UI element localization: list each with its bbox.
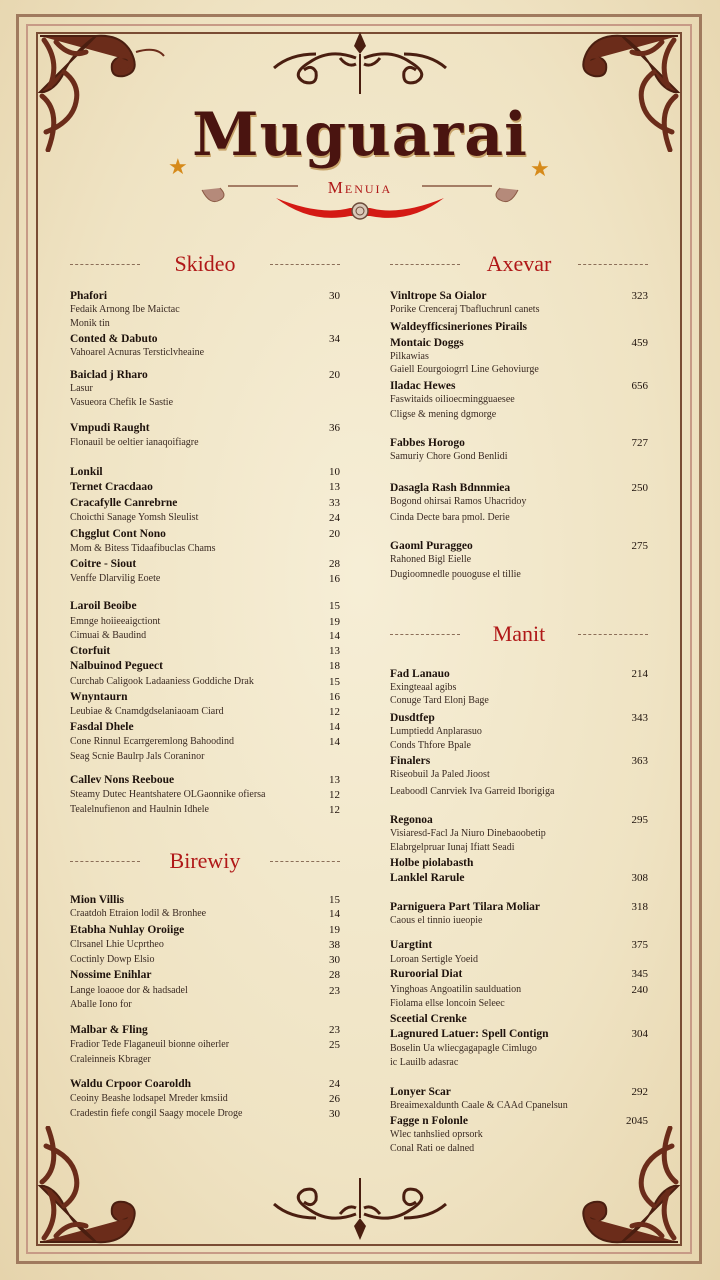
menu-item-row bbox=[70, 691, 340, 705]
menu-item-price: 16 bbox=[329, 691, 340, 703]
menu-item-description: Flonauil be oeltier ianaqoifiagre bbox=[70, 437, 199, 448]
menu-item-row bbox=[70, 1078, 340, 1092]
menu-item-price: 12 bbox=[329, 804, 340, 816]
menu-item-row bbox=[70, 969, 340, 983]
menu-item-row bbox=[390, 451, 648, 465]
menu-item-row bbox=[70, 736, 340, 750]
menu-item-row bbox=[70, 954, 340, 968]
menu-item-description: Cone Rinnul Ecarrgeremlong Bahoodind bbox=[70, 736, 234, 747]
menu-item-row bbox=[390, 939, 648, 953]
menu-item-description: Conuge Tard Elonj Bage bbox=[390, 695, 489, 706]
menu-item-name: Holbe piolabasth bbox=[390, 857, 474, 869]
menu-item-description: Porike Crenceraj Tbafluchrunl canets bbox=[390, 304, 540, 315]
menu-item-price: 214 bbox=[631, 668, 648, 680]
menu-item-price: 20 bbox=[329, 528, 340, 540]
menu-item-price: 13 bbox=[329, 774, 340, 786]
menu-item-row bbox=[390, 984, 648, 998]
menu-item-row bbox=[390, 1013, 648, 1027]
section-header bbox=[390, 621, 648, 647]
menu-item-row bbox=[70, 347, 340, 361]
menu-item-row bbox=[70, 573, 340, 587]
menu-item-row bbox=[70, 630, 340, 644]
menu-item-row bbox=[70, 774, 340, 788]
menu-item-name: Malbar & Fling bbox=[70, 1024, 148, 1036]
menu-item-row bbox=[70, 939, 340, 953]
menu-item-row bbox=[390, 1143, 648, 1157]
menu-item-description: Aballe Iono for bbox=[70, 999, 132, 1010]
menu-item-row bbox=[70, 616, 340, 630]
menu-item-name: Laroil Beoibe bbox=[70, 600, 137, 612]
menu-item-row bbox=[390, 755, 648, 769]
menu-item-price: 14 bbox=[329, 736, 340, 748]
menu-item-price: 375 bbox=[631, 939, 648, 951]
menu-item-name: Lanklel Rarule bbox=[390, 872, 465, 884]
menu-item-row bbox=[70, 660, 340, 674]
menu-item-description: ic Lauilb adasrac bbox=[390, 1057, 459, 1068]
section-title: Birewiy bbox=[169, 848, 241, 873]
menu-item-name: Waldu Crpoor Coaroldh bbox=[70, 1078, 191, 1090]
menu-item-row bbox=[390, 364, 648, 378]
menu-item-row bbox=[70, 894, 340, 908]
menu-item-row bbox=[70, 804, 340, 818]
menu-item-description: Conds Thfore Bpale bbox=[390, 740, 471, 751]
menu-item-row bbox=[70, 466, 340, 480]
menu-item-row bbox=[70, 999, 340, 1013]
menu-item-price: 14 bbox=[329, 908, 340, 920]
menu-item-row bbox=[390, 740, 648, 754]
menu-item-price: 240 bbox=[631, 984, 648, 996]
menu-item-row bbox=[390, 409, 648, 423]
menu-item-row bbox=[70, 481, 340, 495]
menu-item-description: Vasueora Chefik Ie Sastie bbox=[70, 397, 174, 408]
divider-line bbox=[390, 634, 460, 636]
menu-item-price: 20 bbox=[329, 369, 340, 381]
menu-item-row bbox=[70, 304, 340, 318]
menu-item-row bbox=[390, 726, 648, 740]
menu-item-price: 250 bbox=[631, 482, 648, 494]
menu-item-row bbox=[70, 985, 340, 999]
menu-item-price: 343 bbox=[631, 712, 648, 724]
menu-item-price: 10 bbox=[329, 466, 340, 478]
menu-item-row bbox=[70, 645, 340, 659]
menu-item-name: Nossime Enihlar bbox=[70, 969, 152, 981]
menu-item-description: Cinda Decte bara pmol. Derie bbox=[390, 512, 510, 523]
menu-item-description: Clrsanel Lhie Ucprtheo bbox=[70, 939, 164, 950]
menu-item-description: Dugioomnedle pouoguse el tillie bbox=[390, 569, 521, 580]
menu-item-row bbox=[390, 998, 648, 1012]
menu-item-description: Samuriy Chore Gond Benlidi bbox=[390, 451, 508, 462]
menu-item-description: Caous el tinnio iueopie bbox=[390, 915, 483, 926]
menu-item-price: 19 bbox=[329, 616, 340, 628]
menu-item-name: Baiclad j Rharo bbox=[70, 369, 148, 381]
menu-item-row bbox=[70, 543, 340, 557]
menu-item-description: Cradestin fiefe congil Saagy mocele Droge bbox=[70, 1108, 243, 1119]
menu-item-row bbox=[390, 842, 648, 856]
menu-item-name: Chgglut Cont Nono bbox=[70, 528, 166, 540]
menu-item-description: Cimuai & Baudind bbox=[70, 630, 147, 641]
menu-item-name: Nalbuinod Peguect bbox=[70, 660, 163, 672]
menu-item-price: 656 bbox=[631, 380, 648, 392]
menu-item-description: Pilkawias bbox=[390, 351, 429, 362]
menu-item-name: Fad Lanauo bbox=[390, 668, 450, 680]
menu-item-description: Curchab Caligook Ladaaniess Goddiche Drak bbox=[70, 676, 254, 687]
menu-item-price: 323 bbox=[631, 290, 648, 302]
menu-item-name: Callev Nons Reeboue bbox=[70, 774, 175, 786]
menu-item-price: 318 bbox=[631, 901, 648, 913]
menu-item-row bbox=[390, 1057, 648, 1071]
menu-item-description: Boselin Ua wliecgagapagle Cimlugo bbox=[390, 1043, 537, 1054]
menu-item-name: Iladac Hewes bbox=[390, 380, 456, 392]
menu-item-name: Phafori bbox=[70, 290, 108, 302]
menu-item-row bbox=[390, 695, 648, 709]
menu-item-row bbox=[70, 290, 340, 304]
menu-item-row bbox=[70, 924, 340, 938]
menu-item-row bbox=[390, 512, 648, 526]
menu-item-description: Riseobuil Ja Paled Jioost bbox=[390, 769, 490, 780]
menu-item-description: Mom & Bitess Tidaafibuclas Chams bbox=[70, 543, 216, 554]
menu-item-price: 15 bbox=[329, 600, 340, 612]
menu-item-name: Lonkil bbox=[70, 466, 103, 478]
menu-item-row bbox=[390, 304, 648, 318]
menu-item-name: Dasagla Rash Bdnnmiea bbox=[390, 482, 511, 494]
menu-item-name: Waldeyfficsineriones Pirails bbox=[390, 321, 528, 333]
menu-item-row bbox=[390, 437, 648, 451]
menu-item-row bbox=[390, 569, 648, 583]
menu-item-name: Conted & Dabuto bbox=[70, 333, 158, 345]
menu-item-row bbox=[390, 380, 648, 394]
menu-item-name: Lagnured Latuer: Spell Contign bbox=[390, 1028, 549, 1040]
menu-item-description: Leaboodl Canrviek Iva Garreid Iborigiga bbox=[390, 786, 555, 797]
menu-item-description: Lange loaooe dor & hadsadel bbox=[70, 985, 188, 996]
menu-item-name: Parniguera Part Tilara Moliar bbox=[390, 901, 541, 913]
menu-item-row bbox=[390, 337, 648, 351]
menu-item-row bbox=[390, 1115, 648, 1129]
menu-item-price: 28 bbox=[329, 558, 340, 570]
section-header bbox=[390, 251, 648, 277]
menu-item-row bbox=[390, 1043, 648, 1057]
menu-item-price: 23 bbox=[329, 985, 340, 997]
menu-item-row bbox=[390, 857, 648, 871]
divider-line bbox=[270, 861, 340, 863]
menu-item-description: Lumptiedd Anplarasuo bbox=[390, 726, 482, 737]
menu-column-left bbox=[70, 0, 340, 1280]
menu-item-row bbox=[390, 1086, 648, 1100]
star-icon: ★ bbox=[168, 154, 188, 179]
section-title: Axevar bbox=[486, 251, 552, 276]
menu-item-row bbox=[390, 968, 648, 982]
menu-item-row bbox=[390, 394, 648, 408]
menu-item-description: Craatdoh Etraion lodil & Bronhee bbox=[70, 908, 207, 919]
menu-item-description: Faswitaids oilioecmingguaesee bbox=[390, 394, 515, 405]
menu-item-description: Emnge hoiieeaigctiont bbox=[70, 616, 161, 627]
menu-item-price: 24 bbox=[329, 512, 340, 524]
menu-item-row bbox=[70, 497, 340, 511]
star-icon: ★ bbox=[530, 156, 550, 181]
menu-item-row bbox=[70, 721, 340, 735]
menu-item-description: Conal Rati oe dalned bbox=[390, 1143, 475, 1154]
menu-item-price: 12 bbox=[329, 706, 340, 718]
divider-line bbox=[270, 264, 340, 266]
menu-item-name: Vmpudi Raught bbox=[70, 422, 150, 434]
divider-line bbox=[390, 264, 460, 266]
menu-item-row bbox=[390, 321, 648, 335]
menu-item-price: 13 bbox=[329, 645, 340, 657]
menu-item-price: 34 bbox=[329, 333, 340, 345]
menu-subtitle: Menuia bbox=[327, 178, 393, 197]
menu-item-price: 24 bbox=[329, 1078, 340, 1090]
menu-item-row bbox=[70, 1093, 340, 1107]
section-header bbox=[70, 251, 340, 277]
menu-item-row bbox=[390, 540, 648, 554]
menu-item-row bbox=[390, 668, 648, 682]
menu-item-name: Regonoa bbox=[390, 814, 433, 826]
menu-item-name: Mion Villis bbox=[70, 894, 124, 906]
menu-item-row bbox=[390, 872, 648, 886]
menu-item-name: Cracafylle Canrebrne bbox=[70, 497, 178, 509]
menu-item-price: 15 bbox=[329, 894, 340, 906]
menu-item-name: Finalers bbox=[390, 755, 431, 767]
menu-item-row bbox=[390, 496, 648, 510]
menu-item-price: 23 bbox=[329, 1024, 340, 1036]
menu-item-name: Wnyntaurn bbox=[70, 691, 128, 703]
menu-item-price: 292 bbox=[631, 1086, 648, 1098]
menu-item-price: 28 bbox=[329, 969, 340, 981]
menu-item-description: Gaiell Eourgoiogrrl Line Gehoviurge bbox=[390, 364, 539, 375]
menu-item-row bbox=[390, 682, 648, 696]
section-header bbox=[70, 848, 340, 874]
menu-item-price: 363 bbox=[631, 755, 648, 767]
menu-item-row bbox=[390, 786, 648, 800]
menu-item-row bbox=[70, 789, 340, 803]
menu-item-row bbox=[70, 383, 340, 397]
menu-item-name: Vinltrope Sa Oialor bbox=[390, 290, 487, 302]
menu-item-row bbox=[70, 1039, 340, 1053]
menu-item-row bbox=[70, 558, 340, 572]
menu-item-description: Fedaik Arnong Ibe Maictac bbox=[70, 304, 180, 315]
menu-item-description: Breaimexaldunth Caale & CAAd Cpanelsun bbox=[390, 1100, 568, 1111]
menu-item-row bbox=[70, 1108, 340, 1122]
menu-item-row bbox=[70, 676, 340, 690]
menu-item-name: Sceetial Crenke bbox=[390, 1013, 467, 1025]
divider-line bbox=[578, 264, 648, 266]
menu-item-description: Fiolama ellse loncoin Seleec bbox=[390, 998, 505, 1009]
menu-item-row bbox=[70, 437, 340, 451]
menu-item-price: 295 bbox=[631, 814, 648, 826]
menu-item-price: 18 bbox=[329, 660, 340, 672]
menu-item-row bbox=[70, 751, 340, 765]
menu-item-price: 16 bbox=[329, 573, 340, 585]
menu-item-description: Vahoarel Acnuras Tersticlvheaine bbox=[70, 347, 205, 358]
menu-item-description: Cligse & mening dgmorge bbox=[390, 409, 497, 420]
menu-item-description: Bogond ohirsai Ramos Uhacridoy bbox=[390, 496, 527, 507]
menu-item-description: Loroan Sertigle Yoeid bbox=[390, 954, 479, 965]
menu-item-price: 308 bbox=[631, 872, 648, 884]
menu-column-right bbox=[390, 0, 648, 1280]
menu-item-name: Ternet Cracdaao bbox=[70, 481, 153, 493]
menu-item-row bbox=[390, 769, 648, 783]
menu-item-price: 15 bbox=[329, 676, 340, 688]
section-title: Manit bbox=[492, 621, 546, 646]
menu-item-row bbox=[70, 706, 340, 720]
menu-item-name: Ruroorial Diat bbox=[390, 968, 463, 980]
menu-item-description: Tealelnufienon and Haulnin Idhele bbox=[70, 804, 209, 815]
menu-item-row bbox=[70, 422, 340, 436]
menu-item-description: Steamy Dutec Heantshatere OLGaonnike ofiersa bbox=[70, 789, 266, 800]
menu-item-price: 275 bbox=[631, 540, 648, 552]
menu-item-name: Fasdal Dhele bbox=[70, 721, 134, 733]
menu-item-price: 12 bbox=[329, 789, 340, 801]
menu-item-description: Lasur bbox=[70, 383, 93, 394]
menu-item-row bbox=[70, 333, 340, 347]
menu-item-price: 25 bbox=[329, 1039, 340, 1051]
menu-item-row bbox=[70, 908, 340, 922]
menu-item-price: 727 bbox=[631, 437, 648, 449]
menu-item-name: Gaoml Puraggeo bbox=[390, 540, 473, 552]
divider-line bbox=[578, 634, 648, 636]
menu-item-row bbox=[390, 1100, 648, 1114]
menu-item-description: Craleinneis Kbrager bbox=[70, 1054, 151, 1065]
menu-item-price: 30 bbox=[329, 290, 340, 302]
divider-line bbox=[70, 861, 140, 863]
menu-item-price: 459 bbox=[631, 337, 648, 349]
menu-item-row bbox=[390, 1028, 648, 1042]
menu-item-price: 13 bbox=[329, 481, 340, 493]
restaurant-title: Muguarai bbox=[192, 100, 528, 170]
menu-item-row bbox=[390, 814, 648, 828]
menu-item-description: Choicthi Sanage Yomsh Sleulist bbox=[70, 512, 199, 523]
menu-item-description: Visiaresd-Facl Ja Niuro Dinebaoobetip bbox=[390, 828, 546, 839]
menu-item-name: Fagge n Folonle bbox=[390, 1115, 468, 1127]
menu-item-name: Ctorfuit bbox=[70, 645, 111, 657]
menu-item-price: 38 bbox=[329, 939, 340, 951]
menu-item-price: 14 bbox=[329, 630, 340, 642]
menu-item-description: Fradior Tede Flaganeuil bionne oiherler bbox=[70, 1039, 230, 1050]
menu-item-row bbox=[390, 901, 648, 915]
menu-item-description: Coctinly Dowp Elsio bbox=[70, 954, 155, 965]
menu-item-name: Coitre - Siout bbox=[70, 558, 137, 570]
menu-item-row bbox=[70, 512, 340, 526]
menu-item-row bbox=[390, 351, 648, 365]
menu-item-name: Uargtint bbox=[390, 939, 433, 951]
menu-item-description: Venffe Dlarvilig Eoete bbox=[70, 573, 161, 584]
menu-item-price: 304 bbox=[631, 1028, 648, 1040]
menu-item-row bbox=[390, 915, 648, 929]
menu-item-description: Monik tin bbox=[70, 318, 110, 329]
menu-item-row bbox=[390, 954, 648, 968]
menu-item-name: Dusdtfep bbox=[390, 712, 435, 724]
menu-item-description: Rahoned Bigl Eielle bbox=[390, 554, 472, 565]
menu-item-row bbox=[70, 318, 340, 332]
menu-item-description: Ceoiny Beashe lodsapel Mreder kmsiid bbox=[70, 1093, 228, 1104]
divider-line bbox=[70, 264, 140, 266]
menu-item-row bbox=[390, 482, 648, 496]
menu-item-row bbox=[70, 369, 340, 383]
menu-item-row bbox=[390, 554, 648, 568]
menu-item-price: 26 bbox=[329, 1093, 340, 1105]
menu-item-price: 14 bbox=[329, 721, 340, 733]
menu-item-description: Wlec tanhslied oprsork bbox=[390, 1129, 483, 1140]
menu-item-price: 2045 bbox=[626, 1115, 648, 1127]
menu-item-name: Lonyer Scar bbox=[390, 1086, 451, 1098]
menu-item-price: 19 bbox=[329, 924, 340, 936]
menu-item-price: 30 bbox=[329, 1108, 340, 1120]
menu-item-description: Yinghoas Angoatilin saulduation bbox=[390, 984, 522, 995]
menu-item-row bbox=[70, 600, 340, 614]
menu-item-row bbox=[390, 712, 648, 726]
menu-item-description: Elabrgelpruar Iunaj Ifiatt Seadi bbox=[390, 842, 515, 853]
menu-item-price: 36 bbox=[329, 422, 340, 434]
menu-item-row bbox=[70, 1054, 340, 1068]
menu-item-price: 30 bbox=[329, 954, 340, 966]
menu-item-row bbox=[70, 397, 340, 411]
menu-item-row bbox=[70, 1024, 340, 1038]
menu-item-name: Fabbes Horogo bbox=[390, 437, 465, 449]
menu-item-name: Etabha Nuhlay Oroiige bbox=[70, 924, 185, 936]
menu-item-description: Exingteaal agibs bbox=[390, 682, 457, 693]
menu-item-row bbox=[70, 528, 340, 542]
menu-item-row bbox=[390, 828, 648, 842]
menu-item-price: 345 bbox=[631, 968, 648, 980]
menu-item-description: Leubiae & Cnamdgdselaniaoam Ciard bbox=[70, 706, 224, 717]
menu-item-description: Seag Scnie Baulrp Jals Coraninor bbox=[70, 751, 205, 762]
section-title: Skideo bbox=[174, 251, 236, 276]
menu-item-row bbox=[390, 290, 648, 304]
menu-item-name: Montaic Doggs bbox=[390, 337, 464, 349]
menu-item-price: 33 bbox=[329, 497, 340, 509]
menu-item-row bbox=[390, 1129, 648, 1143]
